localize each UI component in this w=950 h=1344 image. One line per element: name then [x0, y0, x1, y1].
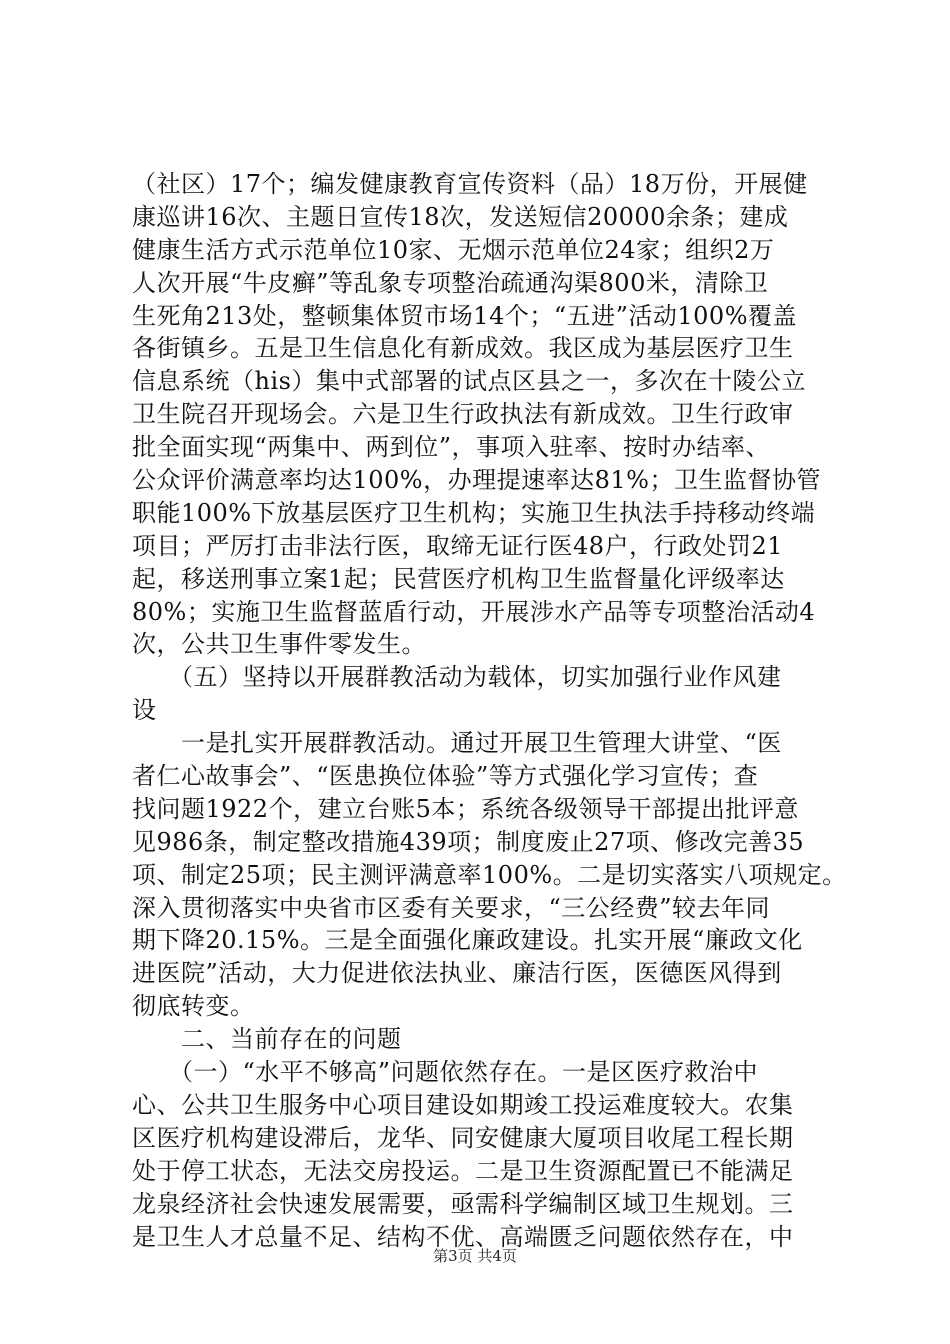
text-line: 一是扎实开展群教活动。通过开展卫生管理大讲堂、“医: [132, 729, 782, 758]
text-line: 项、制定25项；民主测评满意率100%。二是切实落实八项规定。: [132, 860, 847, 889]
text-line: 处于停工状态，无法交房投运。二是卫生资源配置已不能满足: [132, 1156, 794, 1185]
text-line: 区医疗机构建设滞后，龙华、同安健康大厦项目收尾工程长期: [132, 1123, 794, 1152]
text-line: 信息系统（his）集中式部署的试点区县之一，多次在十陵公立: [132, 367, 806, 396]
text-line: 公众评价满意率均达100%，办理提速率达81%；卫生监督协管: [132, 466, 821, 495]
section-heading-line: 二、当前存在的问题: [132, 1025, 402, 1054]
text-line: 是卫生人才总量不足、结构不优、高端匮乏问题依然存在，中: [132, 1222, 794, 1251]
text-line: 康巡讲16次、主题日宣传18次，发送短信20000余条；建成: [132, 202, 789, 231]
document-body: [132, 168, 847, 1253]
text-line: 期下降20.15%。三是全面强化廉政建设。扎实开展“廉政文化: [132, 926, 803, 955]
text-line: 次，公共卫生事件零发生。: [132, 630, 426, 659]
text-line: 进医院”活动，大力促进依法执业、廉洁行医，医德医风得到: [132, 959, 782, 988]
text-line: 找问题1922个，建立台账5本；系统各级领导干部提出批评意: [132, 794, 799, 823]
text-line: 卫生院召开现场会。六是卫生行政执法有新成效。卫生行政审: [132, 400, 794, 429]
text-line: 健康生活方式示范单位10家、无烟示范单位24家；组织2万: [132, 235, 775, 264]
text-line: 彻底转变。: [132, 992, 255, 1021]
text-line: 生死角213处，整顿集体贸市场14个；“五进”活动100%覆盖: [132, 301, 797, 330]
text-line: 项目；严厉打击非法行医，取缔无证行医48户，行政处罚21: [132, 531, 784, 560]
section-heading-line: 设: [132, 696, 157, 725]
text-line: 者仁心故事会”、“医患换位体验”等方式强化学习宣传；查: [132, 762, 759, 791]
text-line: 批全面实现“两集中、两到位”，事项入驻率、按时办结率、: [132, 433, 771, 462]
text-line: 心、公共卫生服务中心项目建设如期竣工投运难度较大。农集: [132, 1090, 794, 1119]
text-line: 职能100%下放基层医疗卫生机构；实施卫生执法手持移动终端: [132, 498, 816, 527]
text-line: 深入贯彻落实中央省市区委有关要求，“三公经费”较去年同: [132, 893, 771, 922]
text-line: （一）“水平不够高”问题依然存在。一是区医疗救治中: [132, 1058, 759, 1087]
page-number-footer: 第3页 共4页: [433, 1247, 517, 1265]
section-heading-line: （五）坚持以开展群教活动为载体，切实加强行业作风建: [132, 663, 782, 692]
text-line: 各街镇乡。五是卫生信息化有新成效。我区成为基层医疗卫生: [132, 334, 794, 363]
text-line: 龙泉经济社会快速发展需要，亟需科学编制区域卫生规划。三: [132, 1189, 794, 1218]
text-line: 人次开展“牛皮癣”等乱象专项整治疏通沟渠800米，清除卫: [132, 268, 769, 297]
text-line: 见986条，制定整改措施439项；制度废止27项、修改完善35: [132, 827, 805, 856]
text-line: 80%；实施卫生监督蓝盾行动，开展涉水产品等专项整治活动4: [132, 597, 816, 626]
text-line: 起，移送刑事立案1起；民营医疗机构卫生监督量化评级率达: [132, 564, 785, 593]
text-line: （社区）17个；编发健康教育宣传资料（品）18万份，开展健: [132, 170, 808, 198]
